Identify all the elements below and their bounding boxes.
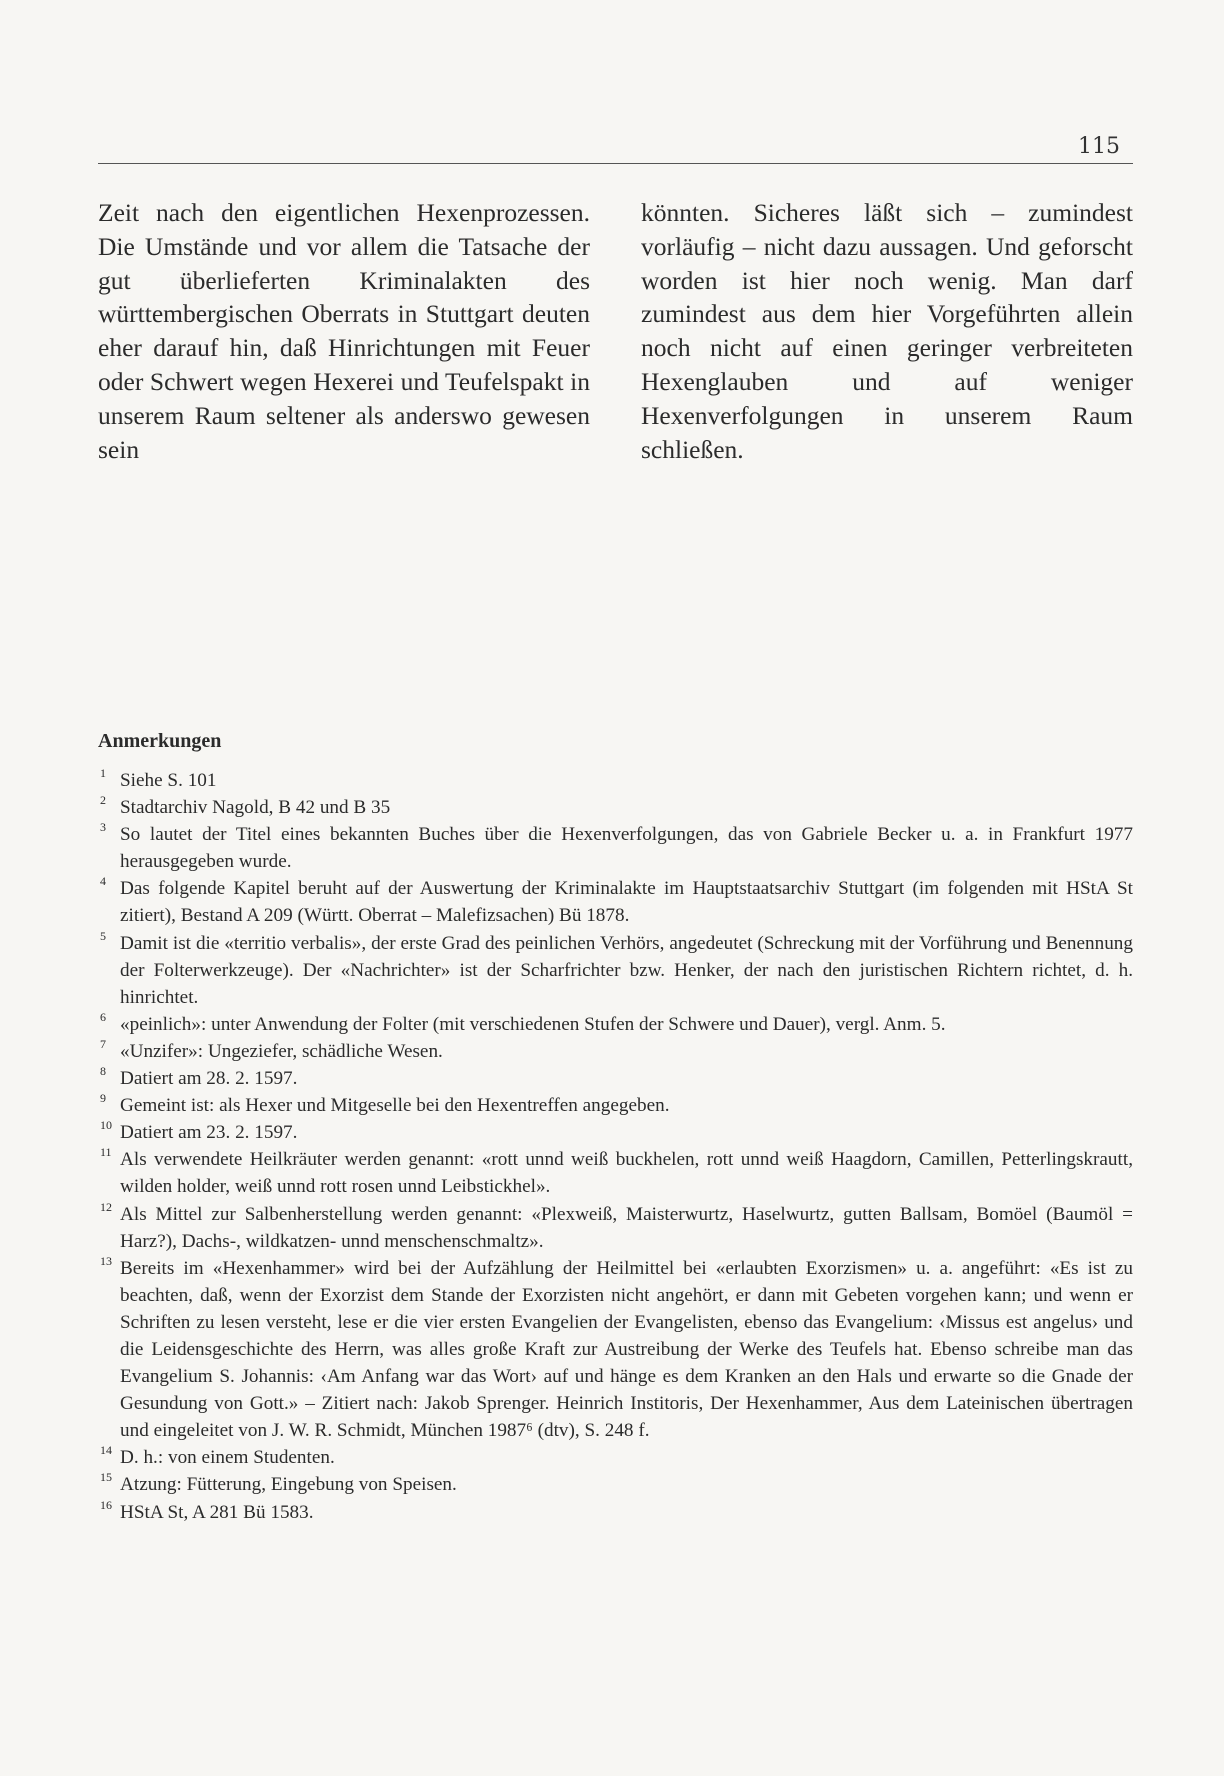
notes-section <box>98 730 1133 1526</box>
footnote <box>98 1092 1133 1119</box>
footnote <box>98 821 1133 875</box>
right-column <box>641 196 1133 466</box>
footnote-number: 1 <box>100 766 106 780</box>
footnote-text: Atzung: Fütterung, Eingebung von Speisen. <box>120 1474 457 1496</box>
footnote-text: So lautet der Titel eines bekannten Buches über die Hexenverfolgungen, das von Gabriele Becker u. a. in Frankfurt 1977 herausgegeben wurde. <box>120 824 1133 873</box>
footnote-number: 6 <box>100 1009 106 1024</box>
footnote <box>98 1011 1133 1038</box>
right-column-paragraph: könnten. Sicheres läßt sich – zumindest vorläufig – nicht dazu aussagen. Und geforscht worden ist hier noch wenig. Man darf zumindest aus dem hier Vorgeführten allein noch nicht auf einen geringer verbreiteten Hexenglauben und auf weniger Hexenverfolgungen in unserem Raum schließen. <box>641 198 1133 464</box>
footnote <box>98 1119 1133 1146</box>
left-column <box>98 196 590 466</box>
footnote-number: 4 <box>100 874 106 889</box>
footnote-list <box>98 767 1133 1526</box>
footnote-text: «Unzifer»: Ungeziefer, schädliche Wesen. <box>120 1040 443 1062</box>
footnote <box>98 1499 1133 1526</box>
footnote <box>98 1038 1133 1065</box>
footnote-text: Damit ist die «territio verbalis», der erste Grad des peinlichen Verhörs, angedeutet (Schreckung mit der Vorführung und Benennung der Folterwerkzeuge). Der «Nachrichter» ist der Scharfrichter bzw. Henker, der nach den juristischen Richtern richtet, d. h. hinrichtet. <box>120 932 1133 1008</box>
footnote-text: Datiert am 28. 2. 1597. <box>120 1068 298 1090</box>
footnote-number: 16 <box>100 1497 112 1512</box>
footnote-number: 13 <box>100 1253 112 1268</box>
left-column-paragraph: Zeit nach den eigentlichen Hexenprozessen. Die Umstände und vor allem die Tatsache der gut überlieferten Kriminalakten des württembergischen Oberrats in Stuttgart deuten eher darauf hin, daß Hinrichtungen mit Feuer oder Schwert wegen Hexerei und Teufelspakt in unserem Raum seltener als anderswo gewesen sein <box>98 198 590 464</box>
page-number: 115 <box>1078 134 1120 159</box>
footnote-number: 11 <box>100 1145 112 1160</box>
footnote-number: 8 <box>100 1064 106 1079</box>
footnote <box>98 1444 1133 1471</box>
notes-heading: Anmerkungen <box>98 730 222 752</box>
footnote <box>98 794 1133 821</box>
footnote <box>98 1255 1133 1445</box>
footnote-text: Als verwendete Heilkräuter werden genannt: «rott unnd weiß buckhelen, rott unnd weiß Haagdorn, Camillen, Petterlingskrautt, wilden holder, weiß unnd rott rosen unnd Leibstickhel». <box>120 1149 1133 1198</box>
footnote-number: 9 <box>100 1091 106 1106</box>
footnote <box>98 767 1133 794</box>
footnote-text: D. h.: von einem Studenten. <box>120 1447 335 1469</box>
footnote-number: 5 <box>100 928 106 943</box>
footnote <box>98 1065 1133 1092</box>
footnote-text: HStA St, A 281 Bü 1583. <box>120 1501 314 1523</box>
footnote <box>98 930 1133 1011</box>
footnote-number: 14 <box>100 1443 112 1458</box>
footnote-text: Siehe S. 101 <box>120 770 217 791</box>
footnote <box>98 1146 1133 1200</box>
footnote-number: 10 <box>100 1118 112 1133</box>
footnote-text: Bereits im «Hexenhammer» wird bei der Aufzählung der Heilmittel bei «erlaubten Exorzismen» u. a. angeführt: «Es ist zu beachten, daß, wenn der Exorzist dem Stande der Exorzisten nicht angehört, er dann mit Gebeten vorgehen kann; und wenn er Schriften zu lesen versteht, lese er die vier ersten Evangelien der Evangelisten, ebenso das Evangelium: ‹Missus est angelus› und die Leidensgeschichte des Herrn, was alles große Kraft zur Austreibung der Werke des Teufels hat. Ebenso schreibe man das Evangelium S. Johannis: ‹Am Anfang war das Wort› auf und hänge es dem Kranken an den Hals und erwarte so die Gnade der Gesundung von Gott.» – Zitiert nach: Jakob Sprenger. Heinrich Institoris, Der Hexenhammer, Aus dem Lateinischen übertragen und eingeleitet von J. W. R. Schmidt, München 1987⁶ (dtv), S. 248 f. <box>120 1257 1133 1442</box>
footnote-number: 12 <box>100 1199 112 1214</box>
body-text <box>98 196 1133 466</box>
footnote-text: Stadtarchiv Nagold, B 42 und B 35 <box>120 797 391 819</box>
footnote <box>98 875 1133 929</box>
footnote-text: Das folgende Kapitel beruht auf der Auswertung der Kriminalakte im Hauptstaatsarchiv Stuttgart (im folgenden mit HStA St zitiert), Bestand A 209 (Württ. Oberrat – Malefizsachen) Bü 1878. <box>120 878 1133 927</box>
footnote <box>98 1471 1133 1498</box>
footnote-number: 7 <box>100 1036 106 1051</box>
footnote <box>98 1201 1133 1255</box>
footnote-text: «peinlich»: unter Anwendung der Folter (mit verschiedenen Stufen der Schwere und Dauer), vergl. Anm. 5. <box>120 1013 946 1035</box>
footnote-number: 2 <box>100 793 106 808</box>
footnote-text: Als Mittel zur Salbenherstellung werden genannt: «Plexweiß, Maisterwurtz, Haselwurtz, gutten Ballsam, Bomöel (Baumöl = Harz?), Dachs-, wildkatzen- unnd menschenschmaltz». <box>120 1203 1133 1252</box>
header-rule <box>98 163 1133 164</box>
footnote-number: 3 <box>100 820 106 835</box>
footnote-text: Gemeint ist: als Hexer und Mitgeselle bei den Hexentreffen angegeben. <box>120 1095 670 1117</box>
footnote-text: Datiert am 23. 2. 1597. <box>120 1122 298 1144</box>
footnote-number: 15 <box>100 1470 112 1485</box>
